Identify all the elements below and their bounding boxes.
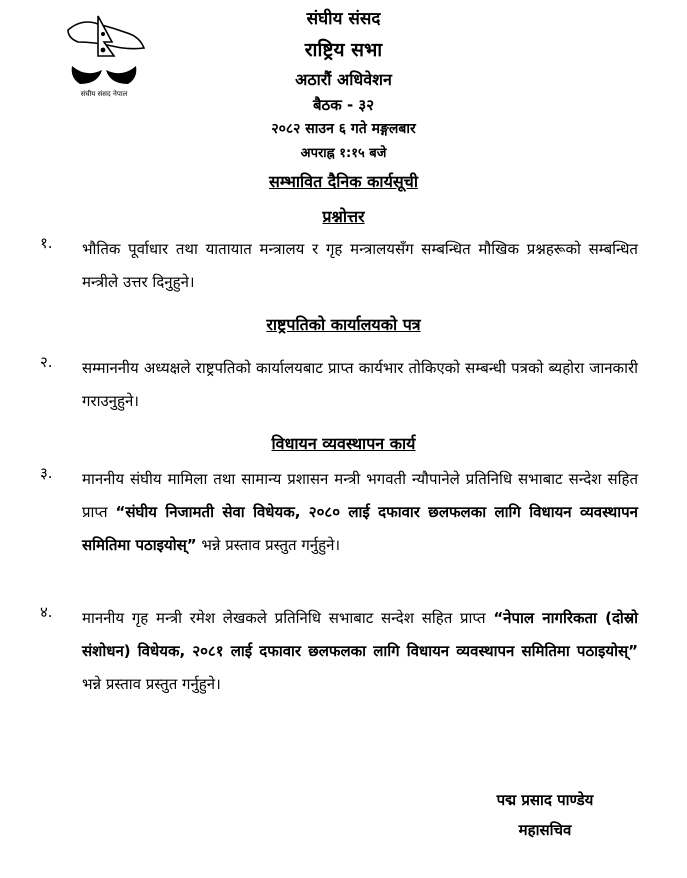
item-number: ४.: [40, 603, 53, 621]
item-text-outro: भन्ने प्रस्ताव प्रस्तुत गर्नुहुने।: [82, 675, 221, 693]
signatory-title: महासचिव: [518, 821, 572, 839]
item-number: ३.: [40, 464, 53, 482]
header-meeting-number: बैठक - ३२: [312, 96, 375, 114]
item-text-intro: माननीय गृह मन्त्री रमेश लेखकले प्रतिनिधि सभाबाट सन्देश सहित प्राप्त: [82, 609, 494, 627]
item-text: [82, 602, 638, 701]
agenda-title: सम्भावित दैनिक कार्यसूची: [269, 172, 418, 191]
item-proposal-title: “नेपाल नागरिकता (दोस्रो संशोधन) विधेयक, २०८१ लाई दफावार छलफलका लागि विधायन व्यवस्थापन समितिमा पठाइयोस्”: [82, 609, 638, 660]
header-national-assembly: राष्ट्रिय सभा: [304, 39, 383, 61]
header-session: अठारौं अधिवेशन: [295, 70, 392, 89]
item-text: [82, 463, 638, 562]
item-number: २.: [40, 353, 53, 371]
item-text-intro: माननीय संघीय मामिला तथा सामान्य प्रशासन मन्त्री भगवती न्यौपानेले प्रतिनिधि सभाबाट सन्देश सहित प्राप्त: [82, 470, 638, 521]
header-date: २०८२ साउन ६ गते मङ्गलबार: [271, 121, 416, 137]
section-title-questions: प्रश्नोत्तर: [322, 207, 365, 226]
item-text: सम्माननीय अध्यक्षले राष्ट्रपतिको कार्यालयबाट प्राप्त कार्यभार तोकिएको सम्बन्धी पत्रको ब्यहोरा जानकारी गराउनुहुने।: [82, 359, 638, 410]
signatory-name: पद्म प्रसाद पाण्डेय: [496, 791, 594, 809]
item-text: भौतिक पूर्वाधार तथा यातायात मन्त्रालय र गृह मन्त्रालयसँग सम्बन्धित मौखिक प्रश्नहरूको सम्बन्धित मन्त्रीले उत्तर दिनुहुने।: [82, 240, 638, 291]
item-number: १.: [40, 234, 53, 252]
item-proposal-title: “संघीय निजामती सेवा विधेयक, २०८० लाई दफावार छलफलका लागि विधायन व्यवस्थापन समितिमा पठाइयोस्”: [82, 503, 638, 554]
header-parliament: संघीय संसद: [306, 9, 381, 29]
logo-caption: संघीय संसद नेपाल: [80, 90, 128, 98]
section-title-president-letter: राष्ट्रपतिको कार्यालयको पत्र: [266, 315, 421, 334]
header-time: अपराह्न १:१५ बजे: [300, 146, 387, 161]
item-text-outro: भन्ने प्रस्ताव प्रस्तुत गर्नुहुने।: [196, 536, 341, 554]
section-title-legislation: विधायन व्यवस्थापन कार्य: [271, 434, 416, 453]
